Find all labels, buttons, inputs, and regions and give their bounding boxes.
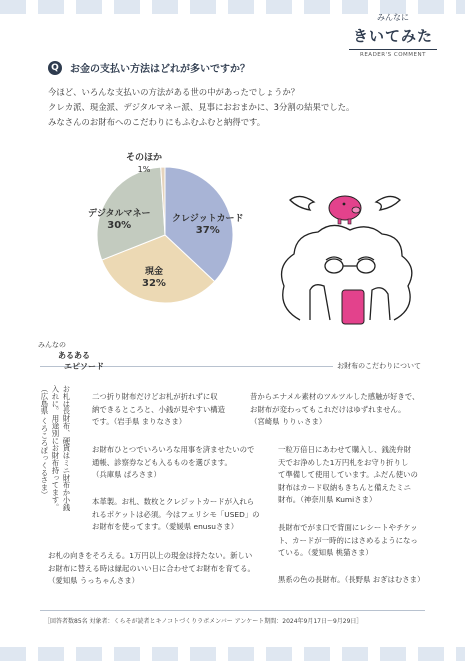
pie-label-cash	[142, 266, 166, 290]
header-divider	[349, 49, 437, 50]
pie-label-other-name: そのほか	[126, 153, 163, 163]
episode-line: （宮崎県 りりぃさま）	[250, 417, 327, 426]
vertical-episode	[38, 385, 72, 545]
episode-line: お財布に替える時は縁起のいい日に合わせてお財布を育てる。	[48, 563, 255, 573]
episode-line: れるポケットは必須。今はフェリシモ「USED」の	[92, 509, 260, 519]
episode-line: （兵庫県 ぱろさま）	[92, 470, 161, 479]
pie-label-other-value: 1%	[137, 165, 151, 174]
episode-line: ト、カードが一時的にはさめるようになっ	[278, 535, 418, 545]
episode-card	[278, 522, 418, 560]
episode-card	[92, 496, 260, 534]
episode-line: です。（岩手県 まりなさま）	[92, 417, 187, 426]
episode-line: 二つ折り財布だけどお札が折れずに収	[92, 392, 218, 401]
flying-piggybank-illustration	[270, 190, 430, 340]
pie-label-cash-name: 現金	[144, 267, 163, 277]
intro-line: 今ほど、いろんな支払いの方法がある世の中があったでしょうか？	[48, 87, 300, 97]
question-text: お金の支払い方法はどれが多いですか？	[70, 64, 250, 75]
header-title: きいてみた	[352, 27, 433, 45]
footer-divider	[40, 610, 425, 611]
episode-line: 本革製。お札、数枚とクレジットカードが入れら	[92, 497, 255, 506]
episode-line: お札の向きをそろえる。1万円以上の現金は持たない。新しい	[48, 551, 253, 560]
episode-line: 昔からエナメル素材のツルツルした感触が好きで、	[250, 392, 420, 401]
episode-card	[250, 391, 419, 429]
episodes-tag-line2: エピソード	[64, 362, 104, 371]
episodes-tag	[38, 340, 104, 372]
episode-line: （愛知県 うっちゃんさま）	[48, 576, 140, 585]
intro-line: みなさんのお財布へのこだわりにもふむふむと納得です。	[48, 117, 266, 127]
pie-label-cash-value: 32%	[142, 278, 166, 289]
pie-label-credit	[172, 213, 244, 237]
episodes-tag-small: みんなの	[38, 341, 66, 349]
pie-label-digital-name: デジタルマネー	[88, 209, 151, 219]
episode-card	[278, 444, 418, 507]
header-badge	[343, 12, 443, 58]
header-small: みんなに	[377, 13, 409, 22]
episode-card	[278, 574, 424, 587]
episode-line: お財布を使ってます。（愛媛県 enusuさま）	[92, 522, 239, 531]
episode-line: 通帳、診察券なども入るものを選びます。	[92, 457, 232, 467]
episode-line: お財布ひとつでいろいろな用事を済ませたいので	[92, 445, 255, 454]
question-icon: Q	[48, 61, 62, 75]
pie-label-digital-value: 30%	[107, 220, 132, 231]
episode-line: 財布。（神奈川県 Kumiさま）	[278, 495, 377, 504]
episode-card	[92, 444, 254, 482]
pie-label-other	[126, 152, 162, 176]
intro-text	[48, 85, 428, 130]
episode-line: 納できるところと、小銭が見やすい構造	[92, 404, 226, 414]
episode-line: 天でお浄めした1万円札をお守り折りし	[278, 457, 409, 467]
episodes-right-label: お財布のこだわりについて	[333, 361, 425, 371]
vertical-episode-line: 入れに。用途別にお財布持ってます。	[51, 385, 60, 511]
bottom-stripe	[0, 647, 465, 661]
pie-label-digital	[88, 208, 150, 232]
header-subtitle: READER'S COMMENT	[360, 52, 426, 58]
episode-line: 財布はカード収納もきちんと備えたミニ	[278, 482, 412, 492]
footer-note: ［回答者数85名 対象者：くらそが読者とキノコトづくりラボメンバー アンケート期間：2024年9月17日〜9月29日］	[44, 618, 363, 625]
episode-line: 一粒万倍日にあわせて購入し、銭洗弁財	[278, 445, 412, 454]
question-row	[48, 60, 250, 75]
episode-line: 黒系の色の長財布。（長野県 おぎはむさま）	[278, 575, 425, 584]
episode-line: 長財布でがま口で背面にレシートやチケッ	[278, 523, 418, 532]
vertical-episode-line: お札は長財布、硬貨はミニ財布か小銭	[62, 385, 71, 511]
episode-line: ている。（愛知県 桃猫さま）	[278, 548, 373, 557]
vertical-episode-line: （広島県 くろころぽっくるさま）	[40, 385, 49, 499]
episode-line: お財布が変わってもこれだけはゆずれません。	[250, 404, 406, 414]
pie-label-credit-name: クレジットカード	[172, 214, 244, 224]
pie-label-credit-value: 37%	[195, 225, 220, 236]
episodes-tag-line1: あるある	[58, 351, 90, 360]
episode-line: て準備して使用しています。ふだん使いの	[278, 470, 418, 479]
intro-line: クレカ派、現金派、デジタルマネー派、見事におおまかに、3分割の結果でした。	[48, 102, 355, 112]
episode-card	[92, 391, 225, 429]
episode-card	[48, 550, 255, 588]
